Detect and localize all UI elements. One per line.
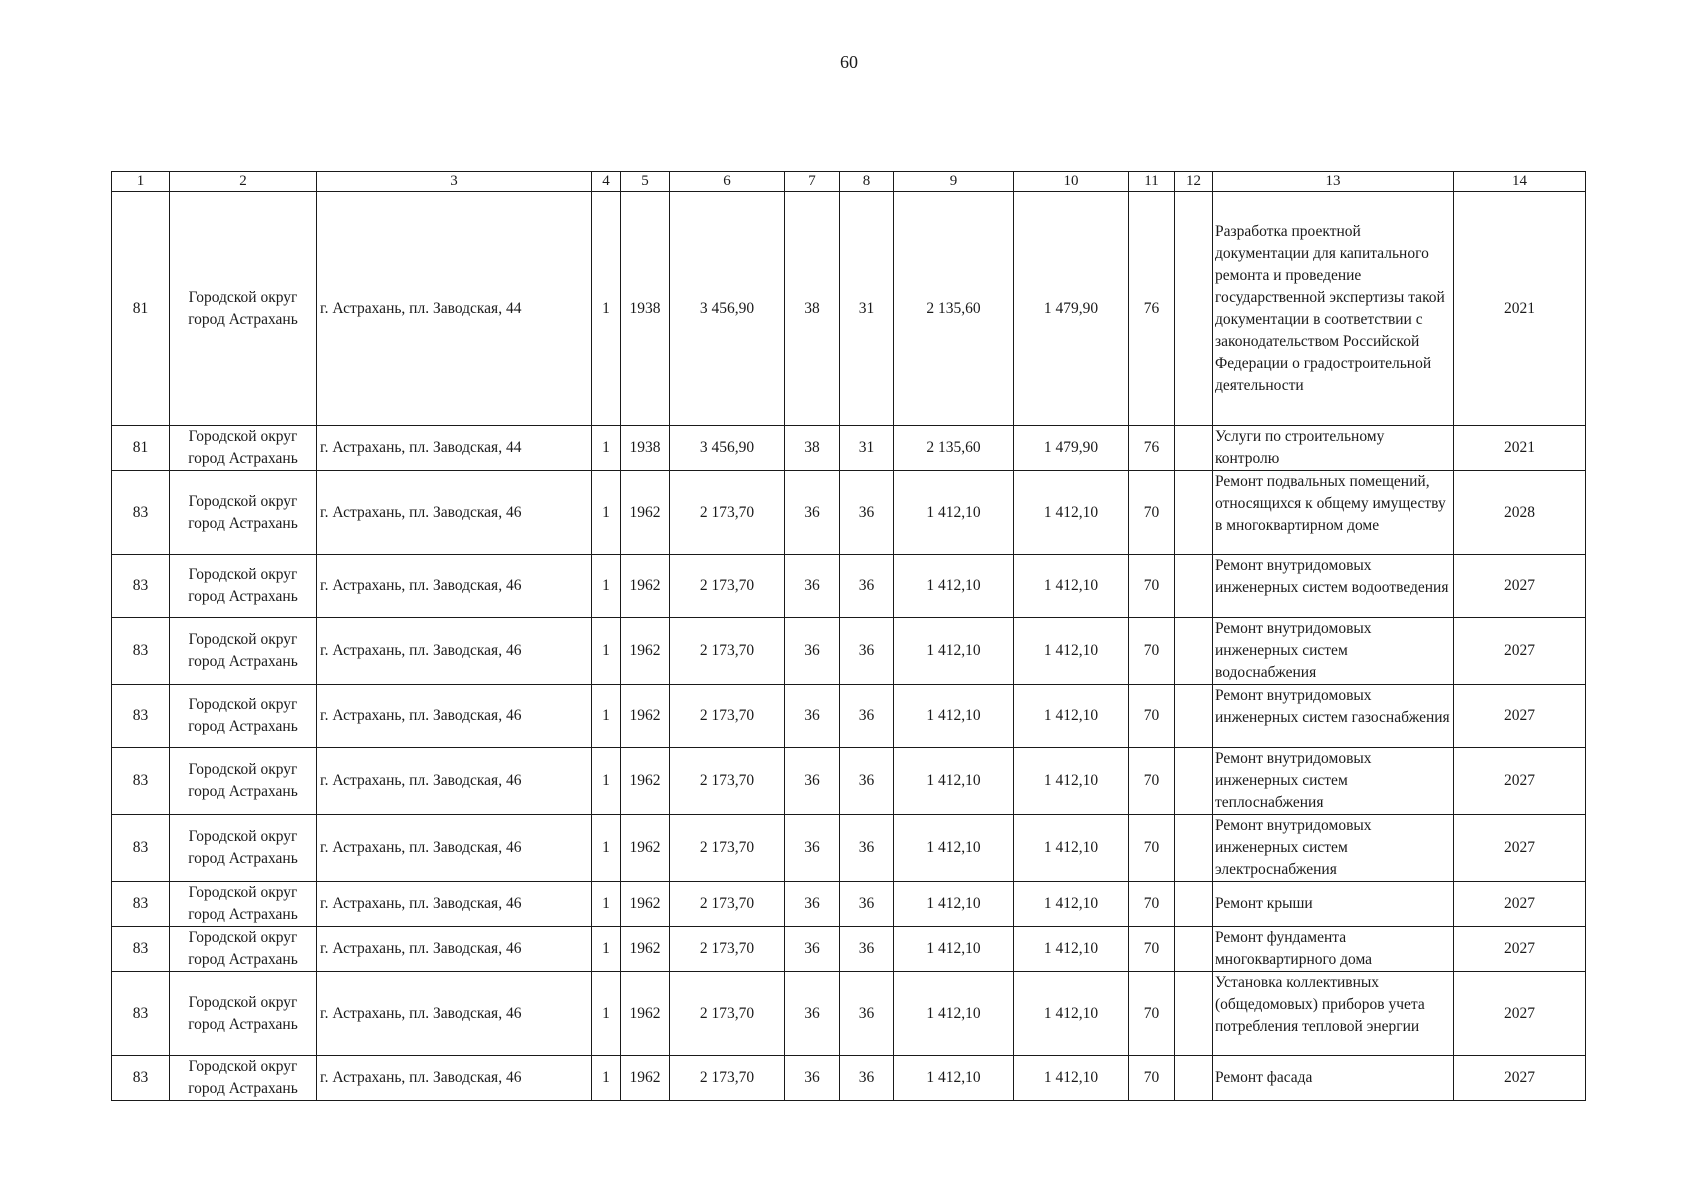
planned-year-cell: 2027: [1454, 972, 1586, 1056]
planned-year-cell: 2027: [1454, 685, 1586, 748]
column-number: 2: [170, 172, 317, 192]
col-10-value-cell: 1 412,10: [1014, 555, 1129, 618]
year-built-cell: 1962: [621, 882, 670, 927]
living-area-cell: 1 412,10: [894, 748, 1014, 815]
work-type-cell: Ремонт фундамента многоквартирного дома: [1213, 927, 1454, 972]
living-area-cell: 1 412,10: [894, 972, 1014, 1056]
total-area-cell: 2 173,70: [670, 1056, 785, 1101]
planned-year-cell: 2027: [1454, 555, 1586, 618]
year-built-cell: 1962: [621, 927, 670, 972]
address-cell: г. Астрахань, пл. Заводская, 46: [317, 882, 592, 927]
column-number: 8: [840, 172, 894, 192]
planned-year-cell: 2027: [1454, 618, 1586, 685]
address-cell: г. Астрахань, пл. Заводская, 46: [317, 972, 592, 1056]
table-row: [112, 618, 1586, 685]
house-number-cell: 83: [112, 748, 170, 815]
col-4-value-cell: 1: [592, 882, 621, 927]
col-11-value-cell: 70: [1129, 748, 1175, 815]
house-number-cell: 83: [112, 927, 170, 972]
col-12-value-cell: [1175, 748, 1213, 815]
col-11-value-cell: 70: [1129, 685, 1175, 748]
municipality-cell: Городской округ город Астрахань: [170, 471, 317, 555]
column-number: 12: [1175, 172, 1213, 192]
table-row: [112, 555, 1586, 618]
municipality-cell: Городской округ город Астрахань: [170, 972, 317, 1056]
house-number-cell: 81: [112, 192, 170, 426]
address-cell: г. Астрахань, пл. Заводская, 46: [317, 748, 592, 815]
col-12-value-cell: [1175, 618, 1213, 685]
col-4-value-cell: 1: [592, 192, 621, 426]
living-area-cell: 1 412,10: [894, 618, 1014, 685]
col-11-value-cell: 70: [1129, 815, 1175, 882]
col-8-value-cell: 36: [840, 815, 894, 882]
col-11-value-cell: 76: [1129, 192, 1175, 426]
col-11-value-cell: 70: [1129, 555, 1175, 618]
col-7-value-cell: 36: [785, 882, 840, 927]
living-area-cell: 2 135,60: [894, 192, 1014, 426]
col-4-value-cell: 1: [592, 1056, 621, 1101]
work-type-cell: Установка коллективных (общедомовых) приборов учета потребления тепловой энергии: [1213, 972, 1454, 1056]
address-cell: г. Астрахань, пл. Заводская, 46: [317, 685, 592, 748]
total-area-cell: 2 173,70: [670, 555, 785, 618]
planned-year-cell: 2028: [1454, 471, 1586, 555]
column-number: 7: [785, 172, 840, 192]
work-type-cell: Ремонт фасада: [1213, 1056, 1454, 1101]
col-7-value-cell: 36: [785, 748, 840, 815]
col-4-value-cell: 1: [592, 618, 621, 685]
col-10-value-cell: 1 412,10: [1014, 927, 1129, 972]
col-12-value-cell: [1175, 685, 1213, 748]
total-area-cell: 2 173,70: [670, 927, 785, 972]
planned-year-cell: 2027: [1454, 927, 1586, 972]
address-cell: г. Астрахань, пл. Заводская, 46: [317, 618, 592, 685]
house-number-cell: 83: [112, 1056, 170, 1101]
col-12-value-cell: [1175, 1056, 1213, 1101]
planned-year-cell: 2027: [1454, 748, 1586, 815]
table-row: [112, 972, 1586, 1056]
col-10-value-cell: 1 412,10: [1014, 685, 1129, 748]
total-area-cell: 2 173,70: [670, 471, 785, 555]
year-built-cell: 1962: [621, 1056, 670, 1101]
year-built-cell: 1962: [621, 555, 670, 618]
table-row: [112, 927, 1586, 972]
year-built-cell: 1962: [621, 972, 670, 1056]
living-area-cell: 1 412,10: [894, 927, 1014, 972]
col-4-value-cell: 1: [592, 748, 621, 815]
col-11-value-cell: 76: [1129, 426, 1175, 471]
col-10-value-cell: 1 412,10: [1014, 882, 1129, 927]
col-4-value-cell: 1: [592, 972, 621, 1056]
year-built-cell: 1962: [621, 685, 670, 748]
living-area-cell: 1 412,10: [894, 471, 1014, 555]
col-11-value-cell: 70: [1129, 972, 1175, 1056]
col-4-value-cell: 1: [592, 815, 621, 882]
col-11-value-cell: 70: [1129, 618, 1175, 685]
living-area-cell: 2 135,60: [894, 426, 1014, 471]
total-area-cell: 2 173,70: [670, 882, 785, 927]
year-built-cell: 1962: [621, 748, 670, 815]
col-12-value-cell: [1175, 471, 1213, 555]
col-4-value-cell: 1: [592, 685, 621, 748]
col-8-value-cell: 36: [840, 685, 894, 748]
col-10-value-cell: 1 412,10: [1014, 748, 1129, 815]
total-area-cell: 2 173,70: [670, 748, 785, 815]
work-type-cell: Ремонт внутридомовых инженерных систем газоснабжения: [1213, 685, 1454, 748]
work-type-cell: Ремонт внутридомовых инженерных систем теплоснабжения: [1213, 748, 1454, 815]
planned-year-cell: 2021: [1454, 192, 1586, 426]
house-number-cell: 83: [112, 815, 170, 882]
municipality-cell: Городской округ город Астрахань: [170, 748, 317, 815]
column-number: 13: [1213, 172, 1454, 192]
col-7-value-cell: 36: [785, 471, 840, 555]
table-row: [112, 882, 1586, 927]
col-7-value-cell: 38: [785, 426, 840, 471]
col-8-value-cell: 31: [840, 192, 894, 426]
address-cell: г. Астрахань, пл. Заводская, 46: [317, 1056, 592, 1101]
address-cell: г. Астрахань, пл. Заводская, 46: [317, 815, 592, 882]
column-number: 1: [112, 172, 170, 192]
total-area-cell: 2 173,70: [670, 815, 785, 882]
house-number-cell: 83: [112, 471, 170, 555]
col-12-value-cell: [1175, 882, 1213, 927]
living-area-cell: 1 412,10: [894, 882, 1014, 927]
house-number-cell: 83: [112, 618, 170, 685]
municipality-cell: Городской округ город Астрахань: [170, 882, 317, 927]
work-type-cell: Ремонт подвальных помещений, относящихся к общему имуществу в многоквартирном доме: [1213, 471, 1454, 555]
planned-year-cell: 2021: [1454, 426, 1586, 471]
col-8-value-cell: 36: [840, 618, 894, 685]
col-7-value-cell: 38: [785, 192, 840, 426]
planned-year-cell: 2027: [1454, 882, 1586, 927]
house-number-cell: 83: [112, 972, 170, 1056]
col-10-value-cell: 1 412,10: [1014, 972, 1129, 1056]
planned-year-cell: 2027: [1454, 815, 1586, 882]
address-cell: г. Астрахань, пл. Заводская, 44: [317, 192, 592, 426]
col-7-value-cell: 36: [785, 1056, 840, 1101]
year-built-cell: 1938: [621, 426, 670, 471]
col-10-value-cell: 1 412,10: [1014, 1056, 1129, 1101]
address-cell: г. Астрахань, пл. Заводская, 46: [317, 555, 592, 618]
work-type-cell: Ремонт крыши: [1213, 882, 1454, 927]
col-8-value-cell: 36: [840, 972, 894, 1056]
page-number: 60: [840, 52, 858, 72]
column-number: 14: [1454, 172, 1586, 192]
table-row: [112, 192, 1586, 426]
municipality-cell: Городской округ город Астрахань: [170, 685, 317, 748]
col-11-value-cell: 70: [1129, 882, 1175, 927]
col-12-value-cell: [1175, 555, 1213, 618]
table-body: [112, 172, 1586, 1101]
year-built-cell: 1962: [621, 471, 670, 555]
planned-year-cell: 2027: [1454, 1056, 1586, 1101]
column-number: 6: [670, 172, 785, 192]
col-12-value-cell: [1175, 972, 1213, 1056]
col-12-value-cell: [1175, 927, 1213, 972]
total-area-cell: 2 173,70: [670, 972, 785, 1056]
table-row: [112, 426, 1586, 471]
house-number-cell: 81: [112, 426, 170, 471]
col-11-value-cell: 70: [1129, 1056, 1175, 1101]
municipality-cell: Городской округ город Астрахань: [170, 555, 317, 618]
work-type-cell: Услуги по строительному контролю: [1213, 426, 1454, 471]
table-row: [112, 815, 1586, 882]
address-cell: г. Астрахань, пл. Заводская, 44: [317, 426, 592, 471]
municipality-cell: Городской округ город Астрахань: [170, 426, 317, 471]
col-7-value-cell: 36: [785, 555, 840, 618]
house-number-cell: 83: [112, 685, 170, 748]
work-type-cell: Ремонт внутридомовых инженерных систем водоснабжения: [1213, 618, 1454, 685]
col-11-value-cell: 70: [1129, 471, 1175, 555]
year-built-cell: 1938: [621, 192, 670, 426]
house-number-cell: 83: [112, 882, 170, 927]
living-area-cell: 1 412,10: [894, 555, 1014, 618]
table-row: [112, 685, 1586, 748]
living-area-cell: 1 412,10: [894, 685, 1014, 748]
col-10-value-cell: 1 412,10: [1014, 471, 1129, 555]
living-area-cell: 1 412,10: [894, 815, 1014, 882]
municipality-cell: Городской округ город Астрахань: [170, 192, 317, 426]
total-area-cell: 2 173,70: [670, 685, 785, 748]
col-7-value-cell: 36: [785, 815, 840, 882]
year-built-cell: 1962: [621, 815, 670, 882]
work-type-cell: Разработка проектной документации для капитального ремонта и проведение государственной экспертизы такой документации в соответствии с законодательством Российской Федерации о градостроительной деятельности: [1213, 192, 1454, 426]
col-10-value-cell: 1 412,10: [1014, 618, 1129, 685]
table-row: [112, 471, 1586, 555]
column-number: 5: [621, 172, 670, 192]
address-cell: г. Астрахань, пл. Заводская, 46: [317, 927, 592, 972]
work-type-cell: Ремонт внутридомовых инженерных систем водоотведения: [1213, 555, 1454, 618]
col-4-value-cell: 1: [592, 471, 621, 555]
col-7-value-cell: 36: [785, 972, 840, 1056]
col-12-value-cell: [1175, 426, 1213, 471]
address-cell: г. Астрахань, пл. Заводская, 46: [317, 471, 592, 555]
living-area-cell: 1 412,10: [894, 1056, 1014, 1101]
house-number-cell: 83: [112, 555, 170, 618]
municipality-cell: Городской округ город Астрахань: [170, 927, 317, 972]
col-7-value-cell: 36: [785, 685, 840, 748]
column-number: 4: [592, 172, 621, 192]
municipality-cell: Городской округ город Астрахань: [170, 1056, 317, 1101]
municipality-cell: Городской округ город Астрахань: [170, 618, 317, 685]
col-11-value-cell: 70: [1129, 927, 1175, 972]
column-number: 9: [894, 172, 1014, 192]
column-number: 10: [1014, 172, 1129, 192]
col-8-value-cell: 36: [840, 1056, 894, 1101]
total-area-cell: 2 173,70: [670, 618, 785, 685]
work-type-cell: Ремонт внутридомовых инженерных систем электроснабжения: [1213, 815, 1454, 882]
col-4-value-cell: 1: [592, 555, 621, 618]
column-number: 11: [1129, 172, 1175, 192]
municipality-cell: Городской округ город Астрахань: [170, 815, 317, 882]
col-8-value-cell: 36: [840, 471, 894, 555]
year-built-cell: 1962: [621, 618, 670, 685]
table-row: [112, 748, 1586, 815]
total-area-cell: 3 456,90: [670, 192, 785, 426]
col-4-value-cell: 1: [592, 426, 621, 471]
col-8-value-cell: 31: [840, 426, 894, 471]
col-8-value-cell: 36: [840, 882, 894, 927]
col-8-value-cell: 36: [840, 555, 894, 618]
col-10-value-cell: 1 412,10: [1014, 815, 1129, 882]
total-area-cell: 3 456,90: [670, 426, 785, 471]
col-12-value-cell: [1175, 192, 1213, 426]
repair-plan-table: [111, 171, 1586, 1101]
column-number-row: [112, 172, 1586, 192]
col-8-value-cell: 36: [840, 927, 894, 972]
table-row: [112, 1056, 1586, 1101]
col-8-value-cell: 36: [840, 748, 894, 815]
col-12-value-cell: [1175, 815, 1213, 882]
col-10-value-cell: 1 479,90: [1014, 192, 1129, 426]
col-4-value-cell: 1: [592, 927, 621, 972]
column-number: 3: [317, 172, 592, 192]
col-10-value-cell: 1 479,90: [1014, 426, 1129, 471]
col-7-value-cell: 36: [785, 927, 840, 972]
col-7-value-cell: 36: [785, 618, 840, 685]
